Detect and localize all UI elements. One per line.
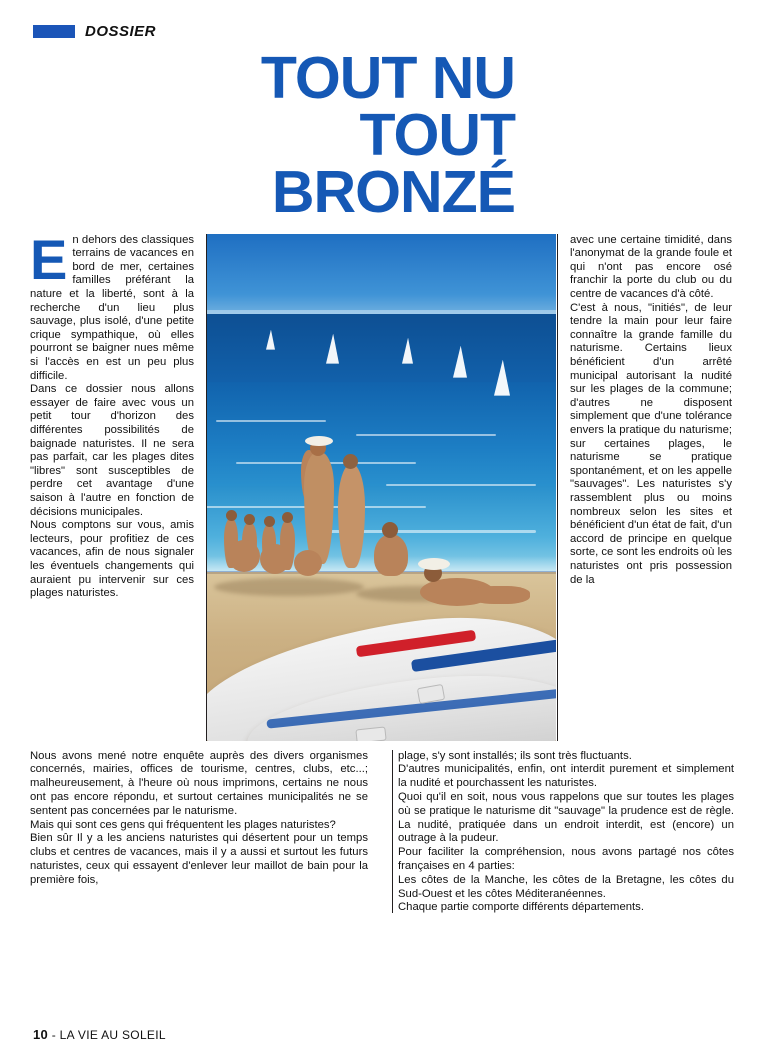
paragraph: D'autres municipalités, enfin, ont interdit purement et simplement la nudité et pourchassent les naturistes. [398,763,734,790]
paragraph: Mais qui sont ces gens qui fréquentent les plages naturistes? [30,818,336,831]
beachgoer-head [226,510,237,521]
sun-hat-icon [305,436,333,446]
beachgoer-head [382,522,398,538]
sky [206,234,556,320]
beachgoer-standing [304,452,334,564]
sun-hat-icon [418,558,450,570]
magazine-name: LA VIE AU SOLEIL [59,1028,166,1042]
board-fin [355,726,386,741]
lower-columns [30,750,743,916]
paragraph: Chaque partie comporte différents départements. [398,901,644,914]
title-line-3: BRONZÉ [271,159,515,226]
beachgoer-legs [470,586,530,604]
paragraph: plage, s'y sont installés; ils sont très fluctuants. [398,749,632,762]
title-line-1: TOUT NU [260,45,515,111]
page-footer [33,1027,166,1042]
column-rule [206,234,207,741]
column-rule [557,234,558,741]
paragraph-text: n dehors des classiques terrains de vacances en bord de mer, certaines familles préférant la nature et la liberté, sont à la recherche d'un lieu plus sauvage, plus isolé, d'une petite crique sympathique, où elles pourront se baigner nues même si l'accès en est un peu plus difficile. [30,233,194,382]
paragraph: avec une certaine timidité, dans l'anonymat de la grande foule et qui n'ont pas encore osé franchir la porte du club ou du centre de vacances d'à côté. [570,233,732,301]
wave [216,420,326,422]
beachgoer-head [244,514,255,525]
paragraph: Nous comptons sur vous, amis lecteurs, pour profitiez de ces vacances, afin de nous signaler les éventuels changements qui auraient pu intervenir sur ces plages naturistes. [30,519,194,600]
beachgoer-standing [338,464,365,568]
page-header [33,18,743,44]
paragraph [30,227,194,384]
article-body [30,227,743,916]
sea-mid [206,382,556,492]
wave [386,484,536,486]
column-left [30,227,206,741]
column-rule [392,750,393,914]
title-line-2: TOUT [359,102,515,169]
paragraph: Bien sûr Il y a les anciens naturistes qui désertent pour un temps clubs et centres de vacances, mais il y a aussi et surtout les futurs naturistes, ceux qui essayent d'enlever leur maillot de bain pour la première fois, [30,832,368,886]
lower-column-right [382,750,734,916]
paragraph: Les côtes de la Manche, les côtes de la Bretagne, les côtes du Sud-Ouest et les côtes Méditeranéennes. [398,873,734,900]
accent-bar-icon [33,25,75,38]
shadow [214,578,364,596]
beachgoer-seated [260,544,290,574]
lower-column-left [30,750,382,916]
beachgoer-head [282,512,293,523]
beachgoer-seated [294,550,322,576]
column-right [556,234,732,741]
paragraph: Dans ce dossier nous allons essayer de faire avec vous un petit tour d'horizon des différentes possibilités de baignade naturistes. Il ne sera pas parfait, car les plages dites "libres" sont susceptibles de perdre cet avantage d'une saison à l'autre en fonction de décisions municipales. [30,383,194,518]
page-title [30,45,743,226]
wave [356,434,496,436]
beachgoer-head [264,516,275,527]
drop-cap: E [30,227,68,291]
footer-separator: - [51,1028,56,1042]
section-kicker: DOSSIER [85,22,157,40]
paragraph: C'est à nous, "initiés", de leur tendre la main pour leur faire connaître la grande famille du naturisme. Certains lieux bénéficient d'un arrêté municipal autorisant la nudité sur les plages de la commune; d'autres ne disposent simplement que d'une tolérance envers la pratique du naturisme; sur certaines plages, le naturisme se pratique spontanément, et on les appelle "sauvages". Les naturistes s'y rassemblent plus ou moins nombreux selon les sites et bénéficient d'un état de fait, d'un accord de principe en quelque sorte, ce sont les endroits où les naturistes ont pris possession de la [570,301,733,586]
paragraph: Nous avons mené notre enquête auprès des divers organismes concernés, mairies, offices de tourisme, centres, clubs, etc...; malheureusement, à l'heure où nous imprimons, certains ne nous ont pas encore répondu, et surtout certaines municipalités ne se sentent pas concernées par le naturisme. [30,749,368,817]
beach-photo [206,234,556,741]
paragraph: Quoi qu'il en soit, nous vous rappelons que sur toutes les plages où se pratique le naturisme dit "sauvage" la prudence est de règle. La nudité, pratiquée dans un endroit interdit, est (encore) un outrage à la pudeur. [398,791,734,845]
beachgoer-head [343,454,358,469]
photo-scene [206,234,556,741]
page-number: 10 [33,1027,49,1042]
beachgoer-seated [374,534,408,576]
beachgoer-seated [228,540,260,572]
upper-columns [30,227,743,741]
paragraph: Pour faciliter la compréhension, nous avons partagé nos côtes françaises en 4 parties: [398,846,734,873]
